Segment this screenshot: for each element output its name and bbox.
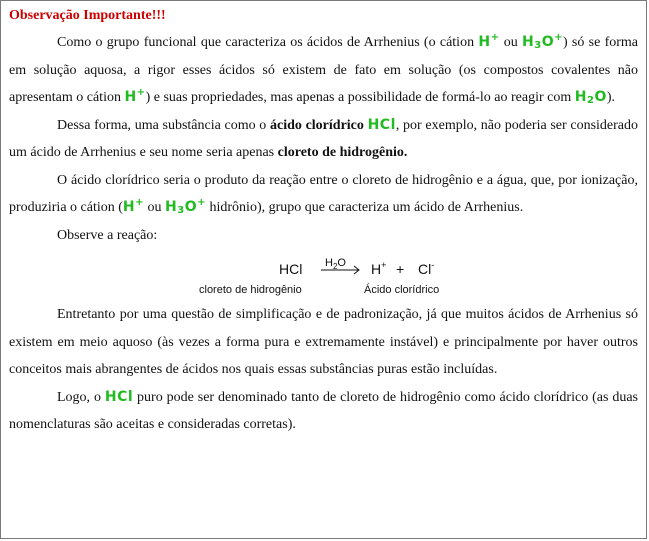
reaction-equation — [9, 249, 638, 301]
product-name: Ácido clorídrico — [364, 284, 440, 296]
paragraph-1 — [9, 29, 638, 112]
p3-text-a: O ácido clorídrico seria o produto da reação entre o cloreto de hidrogênio e a água, que, por ionização, produziria o cátion ( — [9, 172, 638, 215]
paragraph-6 — [9, 384, 638, 439]
formula-h-plus: H+ — [478, 32, 500, 50]
formula-h-plus: H+ — [124, 87, 146, 105]
paragraph-5: Entretanto por uma questão de simplificação e de padronização, já que muitos ácidos de Arrhenius só existem em meio aquoso (às vezes a forma pura e extremamente instável) e principalmente por haver outros conceitos mais abrangentes de ácidos nos quais essas substâncias puras estão incluídas. — [9, 307, 638, 377]
reaction-diagram — [9, 249, 638, 301]
p1-text-c: ) só se forma em solução aquosa, a rigor esses ácidos só existem de fato em solução (os compostos covalentes não apresentam o cátion — [9, 35, 638, 105]
paragraph-4: Observe a reação: — [57, 227, 158, 243]
p2-bold-2: cloreto de hidrogênio. — [277, 145, 408, 160]
paragraph-2 — [9, 112, 638, 167]
formula-h3o-plus: $H_3O^+$ — [522, 32, 563, 51]
p2-text-a: Dessa forma, uma substância como o — [57, 117, 270, 133]
condition-h2o: $H_2O$ — [325, 257, 346, 271]
formula-h3o-plus: $H_3O^+$ — [165, 197, 206, 216]
p1-text-e: ). — [606, 90, 616, 105]
p3-text-c: hidrônio), grupo que caracteriza um ácido de Arrhenius. — [206, 200, 524, 215]
formula-h-plus: H+ — [122, 197, 145, 215]
p3-text-b: ou — [144, 200, 166, 215]
plus-sign: + — [396, 261, 405, 277]
formula-hcl: HCl — [104, 388, 134, 405]
product-cl-minus: Cl- — [418, 260, 435, 277]
p6-text-a: Logo, o — [57, 389, 105, 405]
note-title: Observação Importante!!! — [9, 8, 166, 23]
reactant-formula: HCl — [279, 261, 303, 277]
paragraph-3 — [9, 167, 638, 222]
p1-text-d: ) e suas propriedades, mas apenas a possibilidade de formá-lo ao reagir com — [145, 90, 575, 105]
p6-text-b: puro pode ser denominado tanto de cloreto de hidrogênio como ácido clorídrico (as duas nomenclaturas são aceitas e consideradas corretas). — [9, 389, 638, 432]
note-content — [1, 1, 646, 439]
product-h-plus: H+ — [371, 260, 387, 277]
reactant-name: cloreto de hidrogênio — [199, 284, 302, 296]
p2-bold-1: ácido clorídrico — [270, 117, 364, 133]
formula-hcl: HCl — [367, 116, 396, 133]
formula-h2o: $H_2O$ — [574, 89, 607, 106]
p2-text-b: , por exemplo, não poderia ser considerado um ácido de Arrhenius e seu nome seria apenas — [9, 117, 639, 160]
p1-text-a: Como o grupo funcional que caracteriza os ácidos de Arrhenius (o cátion — [57, 35, 479, 50]
p1-text-b: ou — [499, 35, 522, 50]
